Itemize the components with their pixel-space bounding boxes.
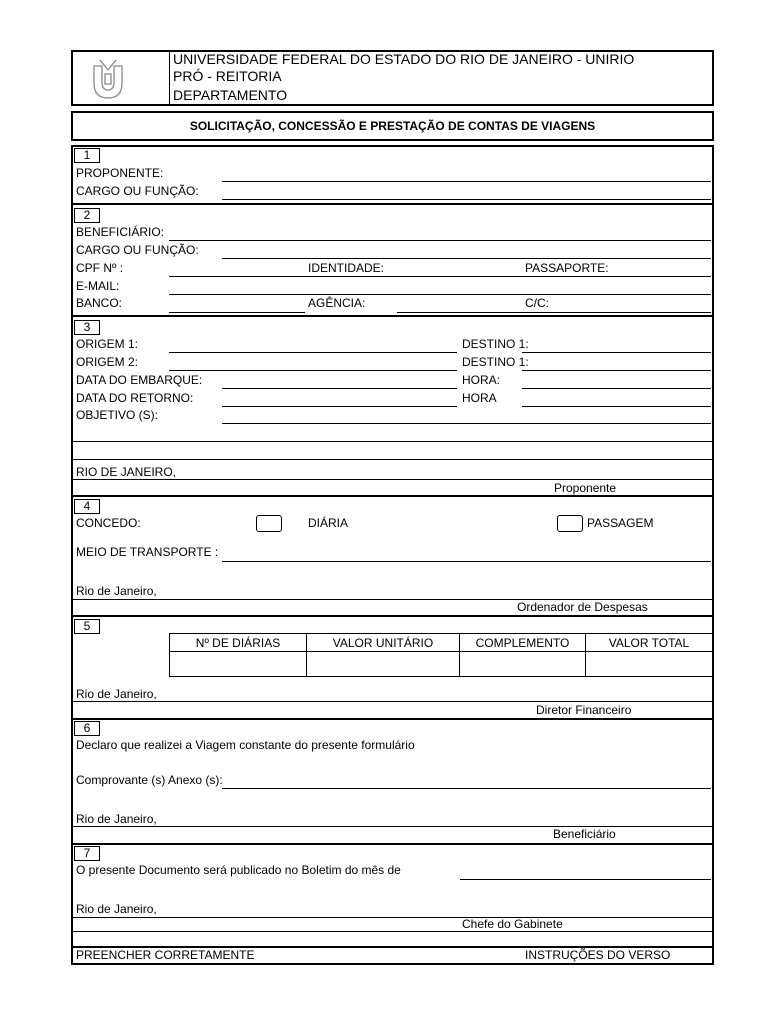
data-retorno-field[interactable]: [222, 406, 457, 407]
section-divider: [72, 931, 713, 932]
objetivo-field[interactable]: [222, 423, 711, 424]
section-divider: [72, 615, 713, 617]
diaria-label: DIÁRIA: [308, 516, 349, 530]
table-input-cell[interactable]: [307, 652, 460, 677]
table-header-cell: VALOR TOTAL: [586, 634, 713, 652]
section-number: 2: [74, 208, 100, 223]
boletim-mes-field[interactable]: [460, 879, 711, 880]
destino1-label: DESTINO 1:: [462, 337, 529, 351]
hora-embarque-field[interactable]: [522, 388, 711, 389]
rio-de-janeiro-label: Rio de Janeiro,: [76, 687, 157, 701]
table-input-cell[interactable]: [460, 652, 586, 677]
table-input-cell[interactable]: [586, 652, 713, 677]
meio-transporte-field[interactable]: [222, 561, 711, 562]
objetivo-field-line[interactable]: [72, 459, 713, 460]
proponente-label: PROPONENTE:: [76, 166, 164, 180]
footer-left-text: PREENCHER CORRETAMENTE: [76, 948, 255, 962]
banco-field[interactable]: [169, 312, 305, 313]
section-number: 4: [74, 499, 100, 514]
origem2-field[interactable]: [169, 370, 457, 371]
rio-de-janeiro-label: RIO DE JANEIRO,: [76, 465, 177, 479]
comprovante-field[interactable]: [222, 788, 711, 789]
origem2-label: ORIGEM 2:: [76, 355, 139, 369]
hora-retorno-label: HORA: [462, 391, 497, 405]
table-header-cell: COMPLEMENTO: [460, 634, 586, 652]
comprovante-label: Comprovante (s) Anexo (s):: [76, 773, 223, 787]
destino1-field[interactable]: [522, 352, 711, 353]
section-divider: [72, 843, 713, 845]
section-number: 3: [74, 320, 100, 335]
data-embarque-field[interactable]: [222, 388, 457, 389]
section-number: 7: [74, 846, 100, 861]
destino2-label: DESTINO 1:: [462, 355, 529, 369]
objetivo-field-line[interactable]: [72, 441, 713, 442]
section-divider: [72, 718, 713, 720]
cargo-funcao-label: CARGO OU FUNÇÃO:: [76, 184, 199, 198]
section-number: 1: [74, 148, 100, 163]
declaracao-text: Declaro que realizei a Viagem constante do presente formulário: [76, 738, 415, 752]
cargo-funcao-field[interactable]: [222, 258, 711, 259]
banco-label: BANCO:: [76, 296, 123, 310]
section-number: 6: [74, 721, 100, 736]
chefe-gabinete-signature-label: Chefe do Gabinete: [462, 917, 563, 931]
passaporte-label: PASSAPORTE:: [525, 261, 609, 275]
hora-embarque-label: HORA:: [462, 373, 501, 387]
meio-transporte-label: MEIO DE TRANSPORTE :: [76, 545, 219, 559]
destino2-field[interactable]: [522, 370, 711, 371]
objetivo-label: OBJETIVO (S):: [76, 408, 159, 422]
passagem-checkbox[interactable]: [557, 515, 583, 532]
signature-line[interactable]: [72, 826, 713, 827]
diaria-checkbox[interactable]: [256, 515, 282, 532]
rio-de-janeiro-label: Rio de Janeiro,: [76, 584, 157, 598]
agencia-label: AGÊNCIA:: [308, 296, 366, 310]
rio-de-janeiro-label: Rio de Janeiro,: [76, 902, 157, 916]
header-divider: [169, 51, 170, 105]
identidade-label: IDENTIDADE:: [308, 261, 385, 275]
email-label: E-MAIL:: [76, 279, 120, 293]
data-retorno-label: DATA DO RETORNO:: [76, 391, 194, 405]
table-input-cell[interactable]: [170, 652, 307, 677]
section-divider: [72, 315, 713, 317]
section-number: 5: [74, 619, 100, 634]
diretor-signature-label: Diretor Financeiro: [536, 703, 632, 717]
origem1-field[interactable]: [169, 352, 457, 353]
diarias-table: [169, 633, 712, 676]
conta-corrente-label: C/C:: [525, 296, 549, 310]
table-header-cell: Nº DE DIÁRIAS: [170, 634, 307, 652]
cpf-field[interactable]: [169, 276, 711, 277]
signature-line[interactable]: [72, 701, 713, 702]
beneficiario-field[interactable]: [169, 240, 711, 241]
origem1-label: ORIGEM 1:: [76, 337, 139, 351]
header-line-departamento: DEPARTAMENTO: [173, 87, 288, 103]
email-field[interactable]: [169, 294, 711, 295]
section-divider: [72, 203, 713, 205]
data-embarque-label: DATA DO EMBARQUE:: [76, 373, 203, 387]
publicacao-text: O presente Documento será publicado no Boletim do mês de: [76, 863, 401, 877]
concedo-label: CONCEDO:: [76, 516, 141, 530]
proponente-field[interactable]: [222, 181, 711, 182]
passagem-label: PASSAGEM: [587, 516, 654, 530]
rio-de-janeiro-label: Rio de Janeiro,: [76, 812, 157, 826]
cargo-funcao-field[interactable]: [222, 199, 711, 200]
proponente-signature-label: Proponente: [554, 481, 617, 495]
ordenador-signature-label: Ordenador de Despesas: [517, 600, 648, 614]
header-line-university: UNIVERSIDADE FEDERAL DO ESTADO DO RIO DE JANEIRO - UNIRIO: [173, 51, 635, 67]
cpf-label: CPF Nº :: [76, 261, 124, 275]
hora-retorno-field[interactable]: [522, 406, 711, 407]
beneficiario-label: BENEFICIÁRIO:: [76, 225, 165, 239]
table-header-cell: VALOR UNITÁRIO: [307, 634, 460, 652]
beneficiario-signature-label: Beneficiário: [553, 827, 616, 841]
unirio-logo-icon: [86, 56, 130, 102]
form-title: SOLICITAÇÃO, CONCESSÃO E PRESTAÇÃO DE CONTAS DE VIAGENS: [189, 119, 596, 133]
signature-line[interactable]: [72, 917, 713, 918]
cargo-funcao-label: CARGO OU FUNÇÃO:: [76, 243, 199, 257]
header-line-pro-reitoria: PRÓ - REITORIA: [173, 68, 282, 84]
signature-line[interactable]: [72, 479, 713, 480]
footer-right-text: INSTRUÇÕES DO VERSO: [525, 948, 671, 962]
agencia-field[interactable]: [397, 312, 711, 313]
section-divider: [72, 495, 713, 497]
